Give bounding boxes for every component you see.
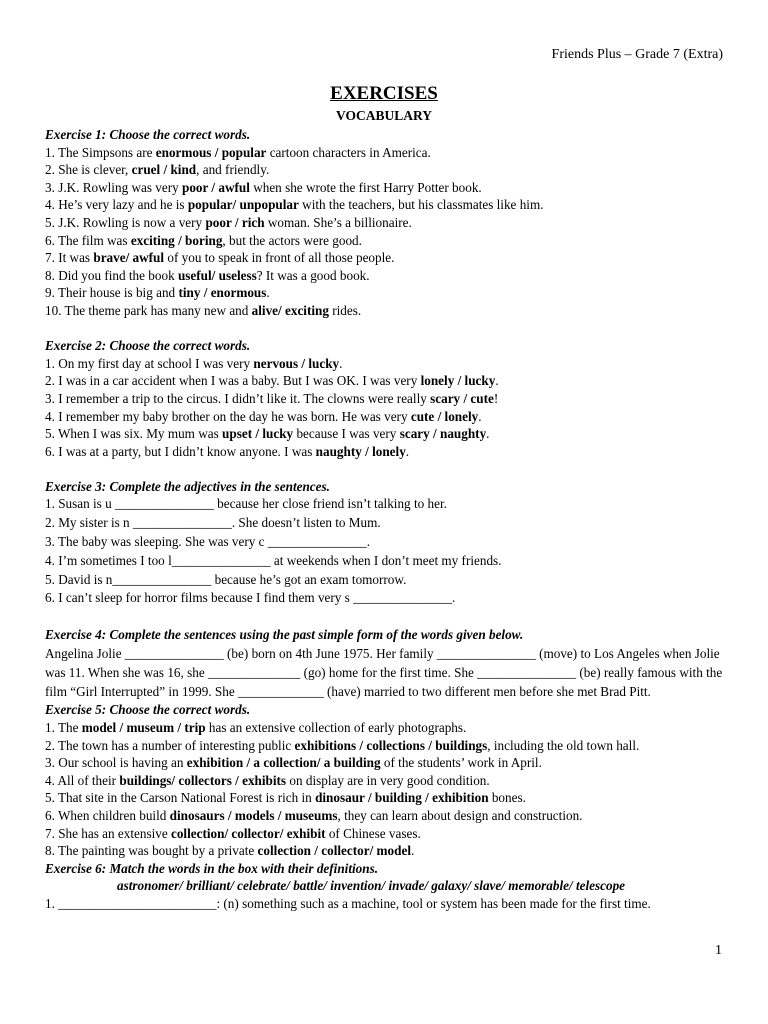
exercise-2-title: Exercise 2: Choose the correct words. <box>45 338 251 354</box>
exercise-1-item: 4. He’s very lazy and he is popular/ unpopular with the teachers, but his classmates like him. <box>45 197 544 213</box>
exercise-3-item: 4. I’m sometimes I too l_______________ at weekends when I don’t meet my friends. <box>45 552 502 568</box>
page-header: Friends Plus – Grade 7 (Extra) <box>551 47 723 62</box>
page-title: EXERCISES <box>330 83 438 104</box>
spacer <box>45 460 730 478</box>
exercise-4-title: Exercise 4: Complete the sentences using the past simple form of the words given below. <box>45 626 524 642</box>
exercise-1-item: 5. J.K. Rowling is now a very poor / rich woman. She’s a billionaire. <box>45 214 412 230</box>
exercise-1-item: 1. The Simpsons are enormous / popular cartoon characters in America. <box>45 144 431 160</box>
exercise-3-item: 2. My sister is n _______________. She doesn’t listen to Mum. <box>45 515 381 531</box>
exercise-4-paragraph: Angelina Jolie _______________ (be) born on 4th June 1975. Her family _______________ (move) to Los Angeles when Jolie was 11. When she was 16, she ______________ (go) home for the first time. She _______________ (be) really famous with the film “Girl Interrupted” in 1999. She _____________ (have) married to two different men before she met Brad Pitt. <box>45 646 723 700</box>
exercise-5-item: 6. When children build dinosaurs / models / museums, they can learn about design and construction. <box>45 808 583 823</box>
section-subtitle: VOCABULARY <box>335 108 432 123</box>
exercise-1-item: 10. The theme park has many new and alive/ exciting rides. <box>45 302 362 318</box>
exercise-5-item: 4. All of their buildings/ collectors / exhibits on display are in very good condition. <box>45 772 490 788</box>
exercise-2-item: 4. I remember my baby brother on the day he was born. He was very cute / lonely. <box>45 408 482 424</box>
exercise-5-item: 3. Our school is having an exhibition / a collection/ a building of the students’ work in April. <box>45 755 542 771</box>
exercise-2-item: 2. I was in a car accident when I was a baby. But I was OK. I was very lonely / lucky. <box>45 373 499 389</box>
exercise-5-item: 5. That site in the Carson National Forest is rich in dinosaur / building / exhibition bones. <box>45 790 526 806</box>
spacer <box>45 320 730 338</box>
exercise-1-item: 7. It was brave/ awful of you to speak in front of all those people. <box>45 250 395 266</box>
exercise-6-item: 1. ________________________: (n) something such as a machine, tool or system has been made for the first time. <box>45 895 651 911</box>
exercise-5-item: 1. The model / museum / trip has an extensive collection of early photographs. <box>45 720 467 736</box>
exercise-3-item: 6. I can’t sleep for horror films because I find them very s _______________. <box>45 590 456 606</box>
exercise-3-item: 1. Susan is u _______________ because her close friend isn’t talking to her. <box>45 496 447 512</box>
exercise-2-item: 6. I was at a party, but I didn’t know anyone. I was naughty / lonely. <box>45 443 410 459</box>
exercise-6-title: Exercise 6: Match the words in the box with their definitions. <box>45 860 379 876</box>
exercise-1-item: 9. Their house is big and tiny / enormous. <box>45 285 270 301</box>
exercise-3-title: Exercise 3: Complete the adjectives in the sentences. <box>45 478 330 494</box>
exercise-1-item: 2. She is clever, cruel / kind, and friendly. <box>45 162 270 178</box>
exercise-1-item: 8. Did you find the book useful/ useless? It was a good book. <box>45 267 370 283</box>
exercise-1-item: 3. J.K. Rowling was very poor / awful when she wrote the first Harry Potter book. <box>45 179 482 195</box>
exercise-2-item: 5. When I was six. My mum was upset / lucky because I was very scary / naughty. <box>45 426 490 442</box>
exercise-5-item: 2. The town has a number of interesting public exhibitions / collections / buildings, including the old town hall. <box>45 737 640 753</box>
exercise-1-title: Exercise 1: Choose the correct words. <box>45 127 251 142</box>
page-number: 1 <box>715 943 722 958</box>
spacer <box>45 608 730 626</box>
exercise-5-item: 7. She has an extensive collection/ collector/ exhibit of Chinese vases. <box>45 825 421 841</box>
exercise-body <box>45 126 730 913</box>
word-box: astronomer/ brilliant/ celebrate/ battle/ invention/ invade/ galaxy/ slave/ memorable/ telescope <box>117 878 626 894</box>
exercise-1-item: 6. The film was exciting / boring, but the actors were good. <box>45 232 362 248</box>
exercise-5-title: Exercise 5: Choose the correct words. <box>45 702 251 718</box>
exercise-3-item: 5. David is n_______________ because he’s got an exam tomorrow. <box>45 571 407 587</box>
exercise-2-item: 3. I remember a trip to the circus. I didn’t like it. The clowns were really scary / cute! <box>45 390 499 406</box>
exercise-5-item: 8. The painting was bought by a private collection / collector/ model. <box>45 843 415 859</box>
exercise-3-item: 3. The baby was sleeping. She was very c _______________. <box>45 534 370 550</box>
exercise-2-item: 1. On my first day at school I was very nervous / lucky. <box>45 355 343 371</box>
